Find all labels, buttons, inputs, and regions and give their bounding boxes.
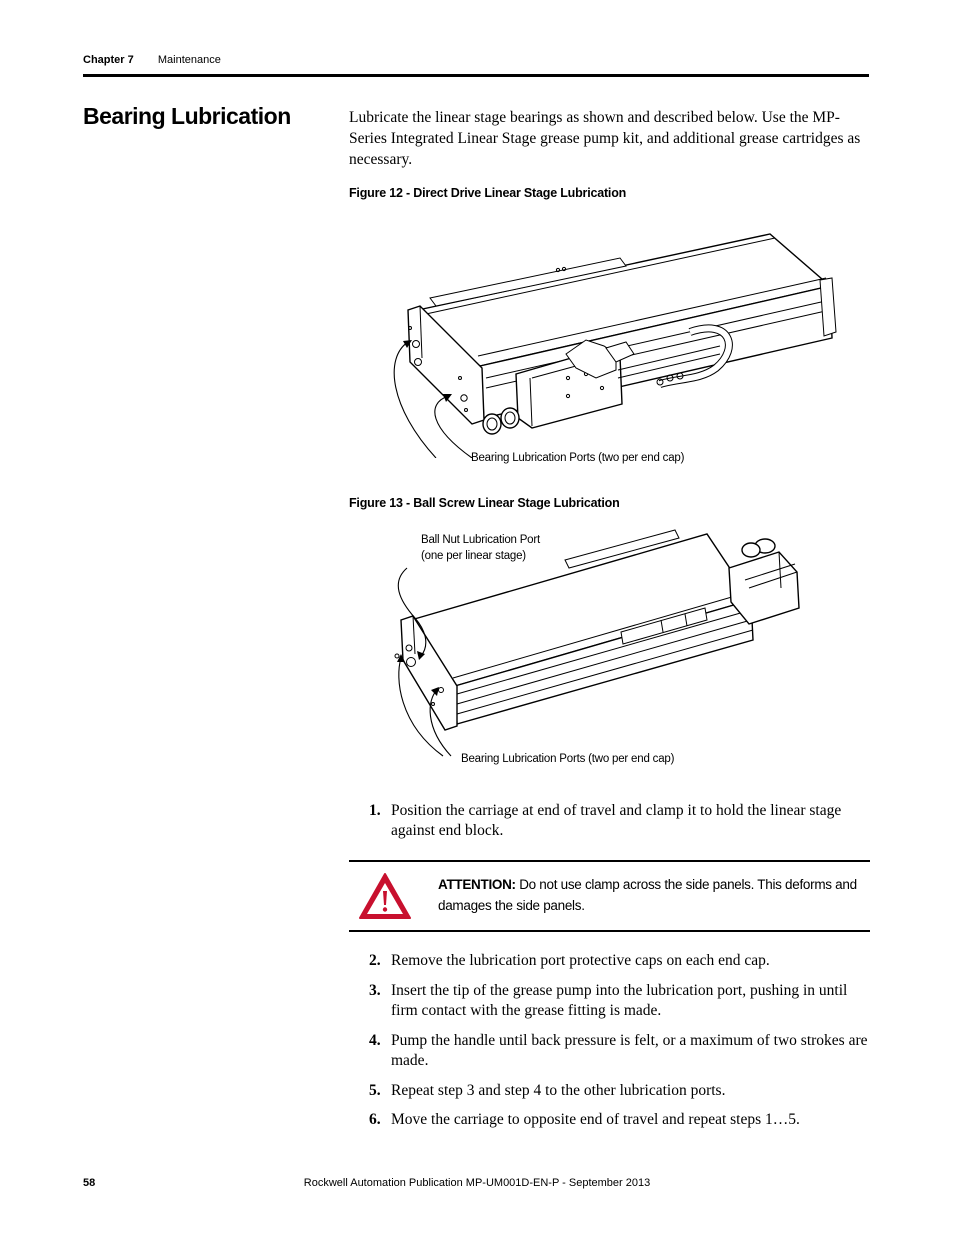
step-number: 5. [369,1082,381,1099]
step-text: Remove the lubrication port protective caps on each end cap. [391,952,770,969]
figure-12-callout: Bearing Lubrication Ports (two per end cap) [471,452,685,464]
step-2 [369,951,869,971]
attention-top-rule [349,860,870,862]
attention-message [438,874,858,916]
step-number: 3. [369,982,381,999]
figure-12-caption: Figure 12 - Direct Drive Linear Stage Lubrication [349,186,627,200]
warning-triangle-icon [357,871,413,921]
step-number: 2. [369,952,381,969]
chapter-label: Chapter 7 [83,54,134,66]
step-4 [369,1031,869,1071]
attention-bottom-rule [349,930,870,932]
attention-text: Do not use clamp across the side panels. This deforms and damages the side panels. [438,877,857,913]
step-6 [369,1110,869,1130]
callout-line: Ball Nut Lubrication Port [421,534,541,546]
step-number: 1. [369,802,381,819]
ball-screw-linear-stage-illustration [385,528,815,758]
step-text: Insert the tip of the grease pump into the lubrication port, pushing in until firm contact with the grease fitting is made. [391,982,848,1019]
page-number: 58 [83,1177,96,1189]
step-number: 4. [369,1032,381,1049]
figure-13-callout-bottom: Bearing Lubrication Ports (two per end cap) [461,753,675,765]
header-rule [83,74,869,77]
step-3 [369,981,869,1021]
running-header [83,54,221,66]
intro-paragraph: Lubricate the linear stage bearings as shown and described below. Use the MP-Series Integrated Linear Stage grease pump kit, and additional grease cartridges as necessary. [349,109,861,168]
step-text: Pump the handle until back pressure is felt, or a maximum of two strokes are made. [391,1032,868,1069]
chapter-section: Maintenance [157,54,221,66]
publication-footer: Rockwell Automation Publication MP-UM001D-EN-P - September 2013 [303,1177,651,1189]
step-text: Repeat step 3 and step 4 to the other lubrication ports. [391,1082,726,1099]
figure-13-caption: Figure 13 - Ball Screw Linear Stage Lubrication [349,496,620,510]
step-number: 6. [369,1111,381,1128]
step-1 [369,801,869,841]
attention-label: ATTENTION: [438,877,516,892]
section-title: Bearing Lubrication [83,103,291,129]
direct-drive-linear-stage-illustration [390,228,860,458]
step-5 [369,1081,869,1101]
step-text: Position the carriage at end of travel and clamp it to hold the linear stage against end block. [391,802,842,839]
callout-line: (one per linear stage) [421,550,526,562]
step-text: Move the carriage to opposite end of travel and repeat steps 1…5. [391,1111,800,1128]
